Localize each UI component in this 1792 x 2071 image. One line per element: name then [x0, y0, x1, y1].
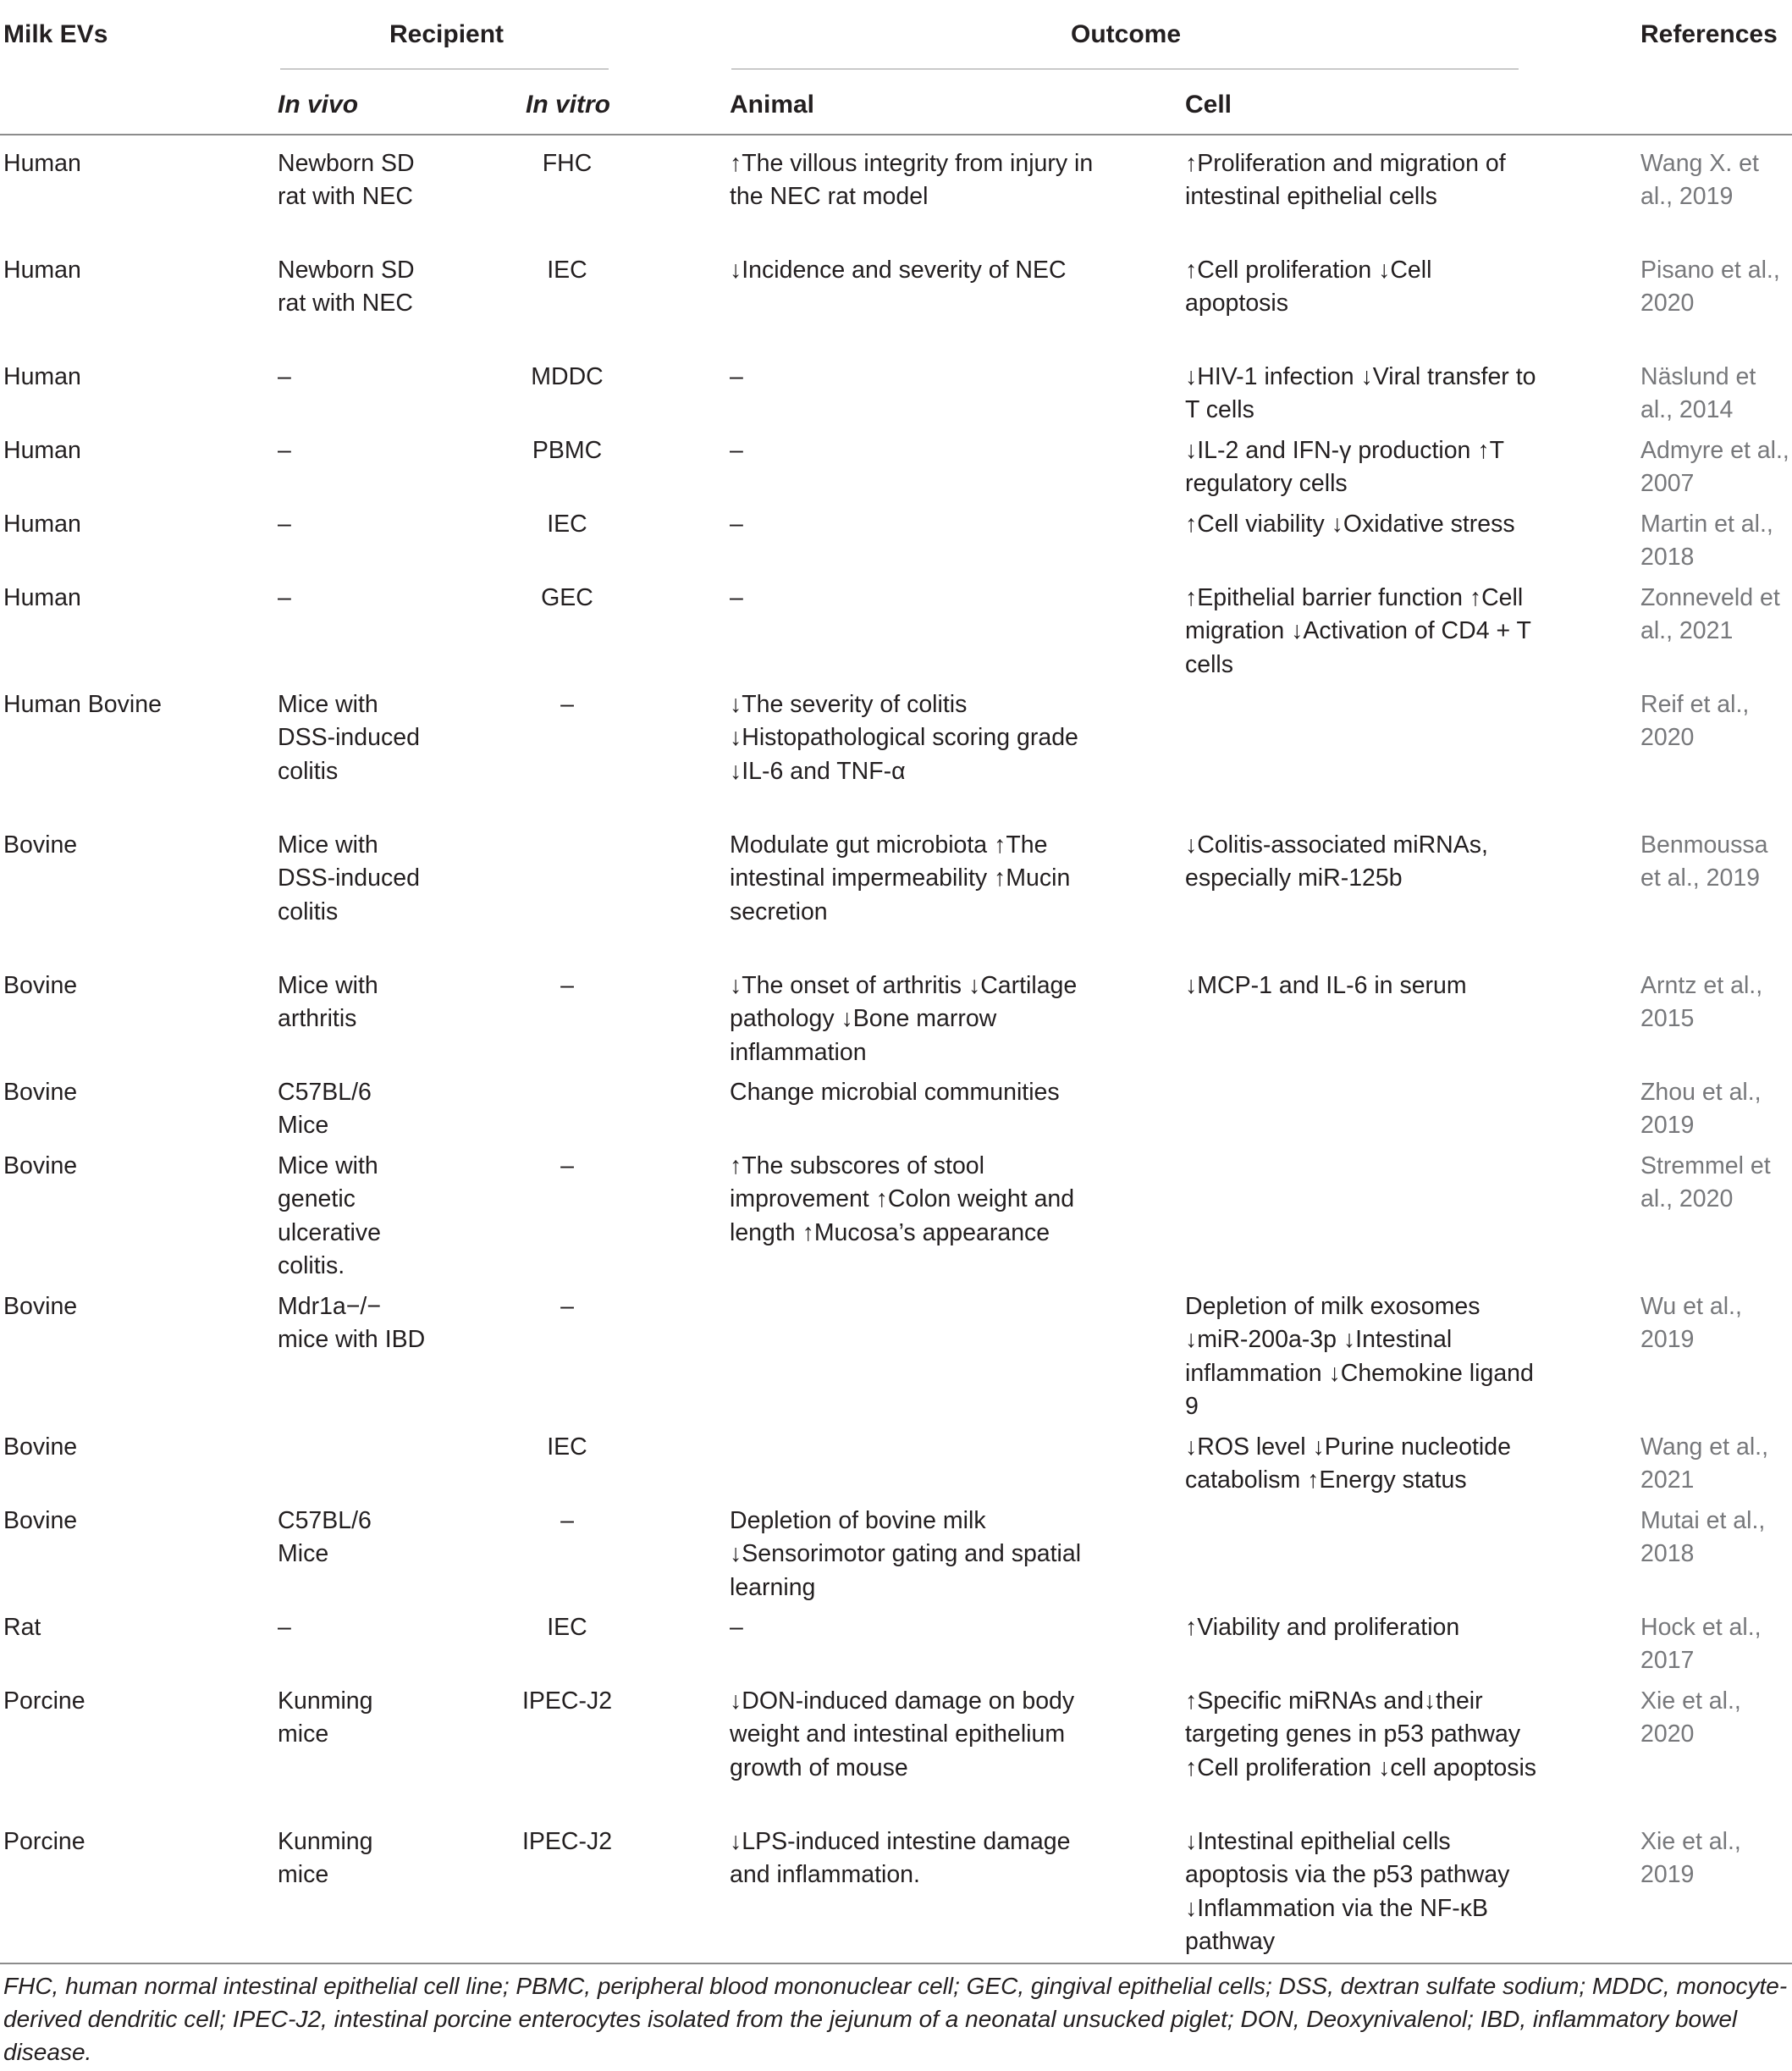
row-in-vitro-cell: – [560, 1507, 574, 1534]
row-animal-outcome-cell: ↓Incidence and severity of NEC [730, 257, 1067, 284]
row-reference-cell: Xie et al., 2019 [1640, 1828, 1741, 1889]
row-cell-outcome-cell: Depletion of milk exosomes ↓miR-200a-3p ↓Intestinal inflammation ↓Chemokine ligand 9 [1185, 1293, 1534, 1420]
subheader-cell: Cell [1185, 91, 1232, 119]
row-source-cell: Human Bovine [3, 691, 162, 718]
row-in-vitro-cell: MDDC [531, 363, 604, 390]
row-in-vivo-cell: Kunming mice [278, 1828, 373, 1889]
row-in-vivo-cell: Mice with DSS-induced colitis [278, 831, 420, 925]
row-animal-outcome-cell: – [730, 584, 743, 611]
row-cell-outcome-cell: ↓ROS level ↓Purine nucleotide catabolism ↑Energy status [1185, 1433, 1511, 1494]
row-animal-outcome-cell: ↑The villous integrity from injury in the NEC rat model [730, 150, 1094, 211]
row-animal-outcome-cell: ↓The onset of arthritis ↓Cartilage pathology ↓Bone marrow inflammation [730, 972, 1078, 1066]
row-animal-outcome-cell: ↑The subscores of stool improvement ↑Colon weight and length ↑Mucosa’s appearance [730, 1152, 1075, 1246]
row-animal-outcome-cell: Modulate gut microbiota ↑The intestinal impermeability ↑Mucin secretion [730, 831, 1071, 925]
row-reference-cell: Xie et al., 2020 [1640, 1687, 1741, 1748]
row-reference-cell: Hock et al., 2017 [1640, 1614, 1762, 1675]
row-in-vivo-cell: C57BL/6 Mice [278, 1507, 372, 1568]
header-recipient: Recipient [389, 20, 505, 48]
table-bottom-rule [0, 1963, 1792, 1964]
row-source-cell: Human [3, 257, 81, 284]
row-animal-outcome-cell: Depletion of bovine milk ↓Sensorimotor gating and spatial learning [730, 1507, 1082, 1601]
row-animal-outcome-cell: – [730, 511, 743, 538]
row-reference-cell: Arntz et al., 2015 [1640, 972, 1763, 1033]
row-animal-outcome-cell: ↓LPS-induced intestine damage and inflammation. [730, 1828, 1071, 1889]
subheader-in-vitro: In vitro [526, 91, 611, 119]
row-in-vivo-cell: Kunming mice [278, 1687, 373, 1748]
header-outcome: Outcome [1071, 20, 1182, 48]
row-animal-outcome-cell: ↓DON-induced damage on body weight and intestinal epithelium growth of mouse [730, 1687, 1075, 1781]
row-reference-cell: Zhou et al., 2019 [1640, 1079, 1762, 1140]
header-references: References [1640, 20, 1778, 48]
row-in-vivo-cell: – [278, 1614, 291, 1641]
row-animal-outcome-cell: – [730, 1614, 743, 1641]
row-cell-outcome-cell: ↑Epithelial barrier function ↑Cell migration ↓Activation of CD4 + T cells [1185, 584, 1531, 678]
row-in-vitro-cell: IEC [547, 1614, 587, 1641]
row-in-vitro-cell: IPEC-J2 [521, 1828, 613, 1855]
row-in-vivo-cell: – [278, 437, 291, 464]
row-cell-outcome-cell: ↑Viability and proliferation [1185, 1614, 1460, 1641]
row-source-cell: Human [3, 584, 81, 611]
row-cell-outcome-cell: ↑Cell proliferation ↓Cell apoptosis [1185, 257, 1432, 318]
row-reference-cell: Näslund et al., 2014 [1640, 363, 1756, 424]
row-in-vivo-cell: Mice with DSS-induced colitis [278, 691, 420, 785]
row-reference-cell: Stremmel et al., 2020 [1640, 1152, 1771, 1213]
row-in-vivo-cell: Newborn SD rat with NEC [278, 257, 415, 318]
row-in-vitro-cell: GEC [541, 584, 593, 611]
row-animal-outcome-cell: – [730, 437, 743, 464]
row-reference-cell: Wu et al., 2019 [1640, 1293, 1742, 1354]
header-milk-evs: Milk EVs [3, 20, 108, 48]
row-cell-outcome-cell: ↑Proliferation and migration of intestinal epithelial cells [1185, 150, 1506, 211]
row-source-cell: Bovine [3, 1507, 78, 1534]
row-cell-outcome-cell: ↓Intestinal epithelial cells apoptosis via the p53 pathway ↓Inflammation via the NF-κB pathway [1185, 1828, 1510, 1955]
row-reference-cell: Admyre et al., 2007 [1640, 437, 1789, 498]
row-in-vitro-cell: – [560, 1152, 574, 1179]
row-in-vivo-cell: – [278, 511, 291, 538]
row-reference-cell: Wang X. et al., 2019 [1640, 150, 1759, 211]
row-in-vivo-cell: – [278, 584, 291, 611]
row-source-cell: Bovine [3, 1293, 78, 1320]
row-in-vivo-cell: Mdr1a−/− mice with IBD [278, 1293, 426, 1354]
row-source-cell: Human [3, 437, 81, 464]
row-reference-cell: Reif et al., 2020 [1640, 691, 1750, 752]
row-cell-outcome-cell: ↓IL-2 and IFN-γ production ↑T regulatory cells [1185, 437, 1504, 498]
row-reference-cell: Benmoussa et al., 2019 [1640, 831, 1768, 892]
row-in-vitro-cell: FHC [542, 150, 593, 177]
row-cell-outcome-cell: ↑Specific miRNAs and↓their targeting genes in p53 pathway ↑Cell proliferation ↓cell apoptosis [1185, 1687, 1537, 1781]
row-source-cell: Bovine [3, 1079, 78, 1106]
row-in-vitro-cell: IEC [547, 257, 587, 284]
row-source-cell: Bovine [3, 1433, 78, 1461]
row-in-vitro-cell: IPEC-J2 [521, 1687, 613, 1715]
row-animal-outcome-cell: – [730, 363, 743, 390]
row-in-vivo-cell: Newborn SD rat with NEC [278, 150, 415, 211]
row-cell-outcome-cell: ↓HIV-1 infection ↓Viral transfer to T cells [1185, 363, 1536, 424]
row-in-vitro-cell: IEC [547, 1433, 587, 1461]
row-reference-cell: Zonneveld et al., 2021 [1640, 584, 1780, 645]
row-in-vitro-cell: – [560, 972, 574, 999]
row-in-vivo-cell: Mice with arthritis [278, 972, 378, 1033]
row-source-cell: Rat [3, 1614, 41, 1641]
row-in-vitro-cell: PBMC [532, 437, 603, 464]
row-source-cell: Human [3, 511, 81, 538]
row-in-vitro-cell: IEC [547, 511, 587, 538]
row-in-vivo-cell: C57BL/6 Mice [278, 1079, 372, 1140]
row-in-vivo-cell: – [278, 363, 291, 390]
row-source-cell: Bovine [3, 1152, 78, 1179]
row-reference-cell: Pisano et al., 2020 [1640, 257, 1780, 318]
row-source-cell: Human [3, 150, 81, 177]
row-in-vitro-cell: – [560, 691, 574, 718]
row-source-cell: Bovine [3, 972, 78, 999]
row-reference-cell: Martin et al., 2018 [1640, 511, 1773, 572]
row-source-cell: Bovine [3, 831, 78, 859]
row-cell-outcome-cell: ↓MCP-1 and IL-6 in serum [1185, 972, 1467, 999]
row-in-vivo-cell: Mice with genetic ulcerative colitis. [278, 1152, 381, 1279]
row-cell-outcome-cell: ↑Cell viability ↓Oxidative stress [1185, 511, 1515, 538]
row-reference-cell: Wang et al., 2021 [1640, 1433, 1769, 1494]
row-source-cell: Porcine [3, 1687, 85, 1715]
row-animal-outcome-cell: ↓The severity of colitis ↓Histopathological scoring grade ↓IL-6 and TNF-α [730, 691, 1078, 785]
row-animal-outcome-cell: Change microbial communities [730, 1079, 1060, 1106]
subheader-in-vivo: In vivo [278, 91, 359, 119]
row-source-cell: Human [3, 363, 81, 390]
header-bottom-rule [0, 134, 1792, 135]
subheader-animal: Animal [730, 91, 815, 119]
row-source-cell: Porcine [3, 1828, 85, 1855]
row-reference-cell: Mutai et al., 2018 [1640, 1507, 1766, 1568]
row-cell-outcome-cell: ↓Colitis-associated miRNAs, especially miR-125b [1185, 831, 1488, 892]
table-footnote: FHC, human normal intestinal epithelial cell line; PBMC, peripheral blood mononuclear cell; GEC, gingival epithelial cells; DSS, dextran sulfate sodium; MDDC, monocyte-derived dendritic cell; IPEC-J2, intestinal porcine enterocytes isolated from the jejunum of a neonatal unsucked piglet; DON, Deoxynivalenol; IBD, inflammatory bowel disease. [3, 1973, 1788, 2065]
row-in-vitro-cell: – [560, 1293, 574, 1320]
